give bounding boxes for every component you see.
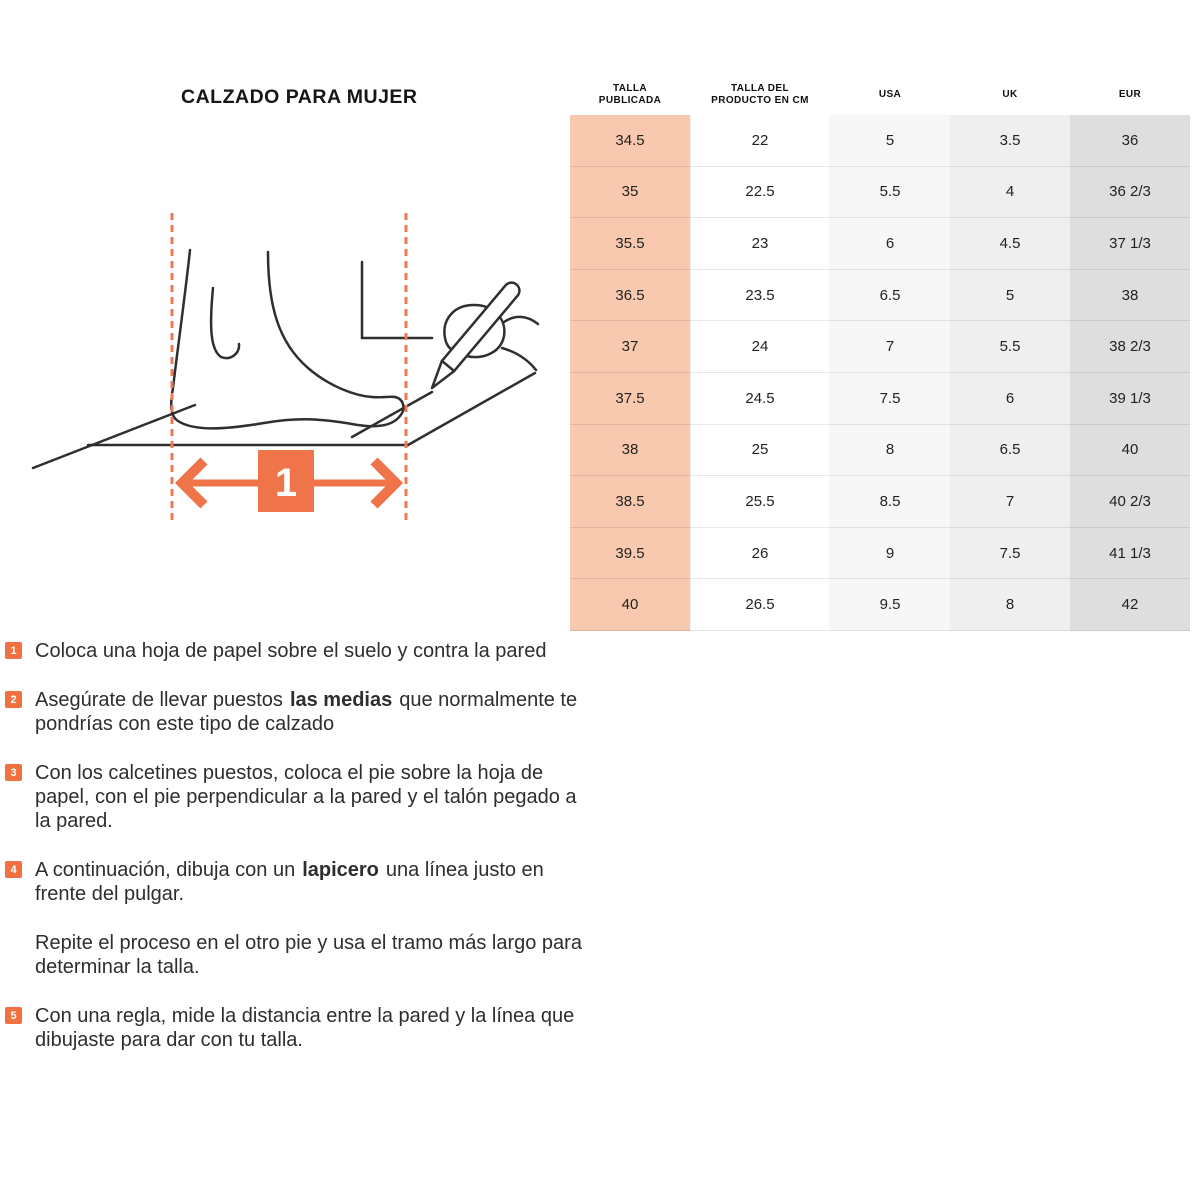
cell-usa: 6 xyxy=(830,218,950,270)
foot-measurement-illustration xyxy=(20,195,550,545)
instruction-step-5 xyxy=(5,1004,605,1052)
cell-usa: 8.5 xyxy=(830,476,950,528)
cell-talla: 36.5 xyxy=(570,270,690,322)
instruction-text: Con una regla, mide la distancia entre la pared y la línea que dibujaste para dar con tu talla. xyxy=(35,1005,575,1051)
cell-cm: 25 xyxy=(690,425,830,477)
cell-talla: 38.5 xyxy=(570,476,690,528)
cell-eur: 38 xyxy=(1070,270,1190,322)
cell-usa: 5.5 xyxy=(830,167,950,219)
cell-cm: 25.5 xyxy=(690,476,830,528)
cell-uk: 8 xyxy=(950,579,1070,631)
cell-eur: 41 1/3 xyxy=(1070,528,1190,580)
header-eur: EUR xyxy=(1118,89,1142,100)
instruction-text: Asegúrate de llevar puestos las medias que normalmente te pondrías con este tipo de calzado xyxy=(35,689,578,735)
cell-talla: 38 xyxy=(570,425,690,477)
cell-eur: 42 xyxy=(1070,579,1190,631)
cell-usa: 9.5 xyxy=(830,579,950,631)
cell-uk: 7 xyxy=(950,476,1070,528)
cell-usa: 8 xyxy=(830,425,950,477)
hand-with-pencil xyxy=(432,283,538,388)
cell-uk: 5.5 xyxy=(950,321,1070,373)
cell-talla: 35 xyxy=(570,167,690,219)
cell-eur: 40 xyxy=(1070,425,1190,477)
instruction-step-2 xyxy=(5,688,605,736)
table-row xyxy=(570,270,1190,322)
cell-talla: 40 xyxy=(570,579,690,631)
instruction-text: Repite el proceso en el otro pie y usa el tramo más largo para determinar la talla. xyxy=(35,932,582,978)
cell-talla: 35.5 xyxy=(570,218,690,270)
cell-uk: 4 xyxy=(950,167,1070,219)
cell-cm: 23.5 xyxy=(690,270,830,322)
table-row xyxy=(570,476,1190,528)
cell-cm: 23 xyxy=(690,218,830,270)
step-number-badge: 1 xyxy=(5,642,22,659)
header-talla-producto-cm: TALLA DEL PRODUCTO EN CM xyxy=(711,83,809,106)
cell-usa: 9 xyxy=(830,528,950,580)
table-row xyxy=(570,167,1190,219)
size-chart-table xyxy=(570,75,1190,631)
cell-cm: 22.5 xyxy=(690,167,830,219)
step-number-badge: 5 xyxy=(5,1007,22,1024)
cell-usa: 7.5 xyxy=(830,373,950,425)
instruction-step-3 xyxy=(5,761,605,833)
table-header-row xyxy=(570,75,1190,115)
measurement-guides xyxy=(172,213,406,525)
cell-usa: 7 xyxy=(830,321,950,373)
instruction-text: Con los calcetines puestos, coloca el pie sobre la hoja de papel, con el pie perpendicular a la pared y el talón pegado a la pared. xyxy=(35,762,577,832)
cell-uk: 6.5 xyxy=(950,425,1070,477)
header-usa: USA xyxy=(878,89,902,100)
table-row xyxy=(570,321,1190,373)
cell-talla: 37.5 xyxy=(570,373,690,425)
instruction-step-4 xyxy=(5,858,605,906)
step-one-label: 1 xyxy=(274,461,298,505)
cell-eur: 40 2/3 xyxy=(1070,476,1190,528)
step-number-badge: 4 xyxy=(5,861,22,878)
page-title: CALZADO PARA MUJER xyxy=(181,86,418,108)
cell-eur: 37 1/3 xyxy=(1070,218,1190,270)
instruction-step-1 xyxy=(5,639,605,663)
cell-uk: 5 xyxy=(950,270,1070,322)
cell-uk: 7.5 xyxy=(950,528,1070,580)
step-number-badge: 2 xyxy=(5,691,22,708)
table-row xyxy=(570,218,1190,270)
table-row xyxy=(570,425,1190,477)
table-row xyxy=(570,115,1190,167)
cell-uk: 6 xyxy=(950,373,1070,425)
header-talla-publicada: TALLA PUBLICADA xyxy=(598,83,662,106)
cell-cm: 26 xyxy=(690,528,830,580)
cell-eur: 38 2/3 xyxy=(1070,321,1190,373)
cell-eur: 39 1/3 xyxy=(1070,373,1190,425)
instruction-text: A continuación, dibuja con un lapicero una línea justo en frente del pulgar. xyxy=(35,859,544,905)
cell-cm: 24 xyxy=(690,321,830,373)
instruction-text: Coloca una hoja de papel sobre el suelo y contra la pared xyxy=(35,640,547,662)
step-number-badge: 3 xyxy=(5,764,22,781)
table-row xyxy=(570,528,1190,580)
cell-eur: 36 2/3 xyxy=(1070,167,1190,219)
cell-eur: 36 xyxy=(1070,115,1190,167)
cell-cm: 22 xyxy=(690,115,830,167)
cell-uk: 4.5 xyxy=(950,218,1070,270)
cell-talla: 37 xyxy=(570,321,690,373)
header-uk: UK xyxy=(1002,89,1018,100)
cell-uk: 3.5 xyxy=(950,115,1070,167)
cell-usa: 5 xyxy=(830,115,950,167)
instruction-note-repeat xyxy=(5,931,605,979)
cell-cm: 26.5 xyxy=(690,579,830,631)
measurement-instructions xyxy=(5,639,605,1077)
table-row xyxy=(570,579,1190,631)
table-body xyxy=(570,115,1190,631)
cell-cm: 24.5 xyxy=(690,373,830,425)
table-row xyxy=(570,373,1190,425)
cell-talla: 34.5 xyxy=(570,115,690,167)
cell-talla: 39.5 xyxy=(570,528,690,580)
cell-usa: 6.5 xyxy=(830,270,950,322)
